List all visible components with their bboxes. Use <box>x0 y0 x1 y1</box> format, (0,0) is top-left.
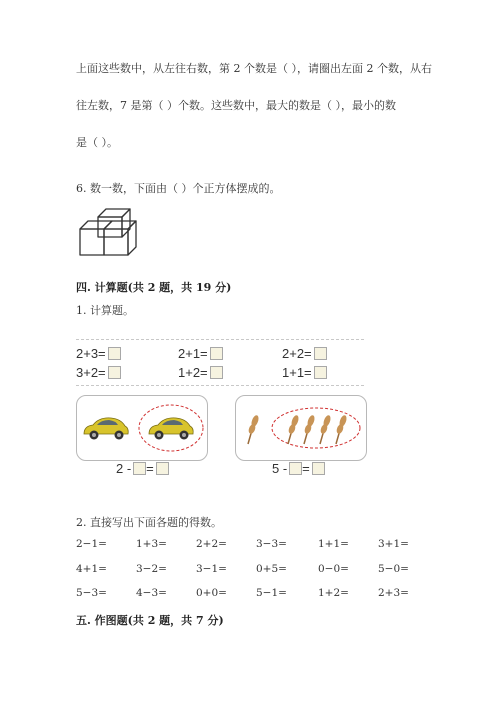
calc-1-1: 2+3= <box>76 346 121 361</box>
answer-box[interactable] <box>108 347 121 360</box>
arith-cell: 4+1= <box>76 563 107 575</box>
section-5-heading: 五. 作图题(共 2 题，共 7 分) <box>76 614 224 627</box>
calc-2-2: 1+2= <box>178 365 223 380</box>
arith-cell: 5−1= <box>256 587 287 599</box>
wheat-panel <box>235 395 367 461</box>
arith-cell: 0+5= <box>256 563 287 575</box>
answer-box[interactable] <box>108 366 121 379</box>
answer-box[interactable] <box>210 366 223 379</box>
calc-2-3: 1+1= <box>282 365 327 380</box>
text-line-2: 往左数，7 是第（ ）个数。这些数中，最大的数是（ ），最小的数 <box>76 99 396 112</box>
subtraction-2: 5 - = <box>272 461 325 476</box>
question-2: 2. 直接写出下面各题的得数。 <box>76 516 222 529</box>
cube-front-face-left <box>80 229 104 255</box>
answer-box[interactable] <box>133 462 146 475</box>
answer-box[interactable] <box>312 462 325 475</box>
answer-box[interactable] <box>314 347 327 360</box>
divider-top <box>76 339 364 340</box>
text-line-3: 是（ ）。 <box>76 136 118 149</box>
arith-cell: 0+0= <box>196 587 227 599</box>
section-4-heading: 四. 计算题(共 2 题，共 19 分) <box>76 281 232 294</box>
arith-cell: 3−1= <box>196 563 227 575</box>
cube-figure <box>76 207 148 259</box>
calc-1-3: 2+2= <box>282 346 327 361</box>
answer-box[interactable] <box>156 462 169 475</box>
text-line-1: 上面这些数中，从左往右数，第 2 个数是（ ），请圈出左面 2 个数，从右 <box>76 62 432 75</box>
arith-cell: 3+1= <box>378 538 409 550</box>
subtraction-1: 2 - = <box>116 461 169 476</box>
arith-cell: 5−0= <box>378 563 409 575</box>
circled-car-group <box>137 402 205 454</box>
answer-box[interactable] <box>289 462 302 475</box>
car-icon <box>81 414 131 442</box>
cars-panel <box>76 395 208 461</box>
arith-cell: 1+2= <box>318 587 349 599</box>
arith-cell: 4−3= <box>136 587 167 599</box>
arith-cell: 2+2= <box>196 538 227 550</box>
divider-bottom <box>76 385 364 386</box>
question-1: 1. 计算题。 <box>76 304 134 317</box>
calc-2-1: 3+2= <box>76 365 121 380</box>
answer-box[interactable] <box>314 366 327 379</box>
arith-cell: 2+3= <box>378 587 409 599</box>
calc-1-2: 2+1= <box>178 346 223 361</box>
arith-cell: 3−3= <box>256 538 287 550</box>
arith-cell: 3−2= <box>136 563 167 575</box>
circled-wheat-group <box>270 402 362 454</box>
arith-cell: 1+1= <box>318 538 349 550</box>
cube-front-face-right <box>104 229 128 255</box>
arith-cell: 0−0= <box>318 563 349 575</box>
cube-front-side <box>128 221 136 255</box>
cube-back-side <box>122 209 130 237</box>
cube-back-face <box>98 217 122 237</box>
arith-cell: 1+3= <box>136 538 167 550</box>
answer-box[interactable] <box>210 347 223 360</box>
arith-cell: 2−1= <box>76 538 107 550</box>
wheat-icon <box>242 412 264 446</box>
question-6: 6. 数一数，下面由（ ）个正方体摆成的。 <box>76 182 281 195</box>
arith-cell: 5−3= <box>76 587 107 599</box>
